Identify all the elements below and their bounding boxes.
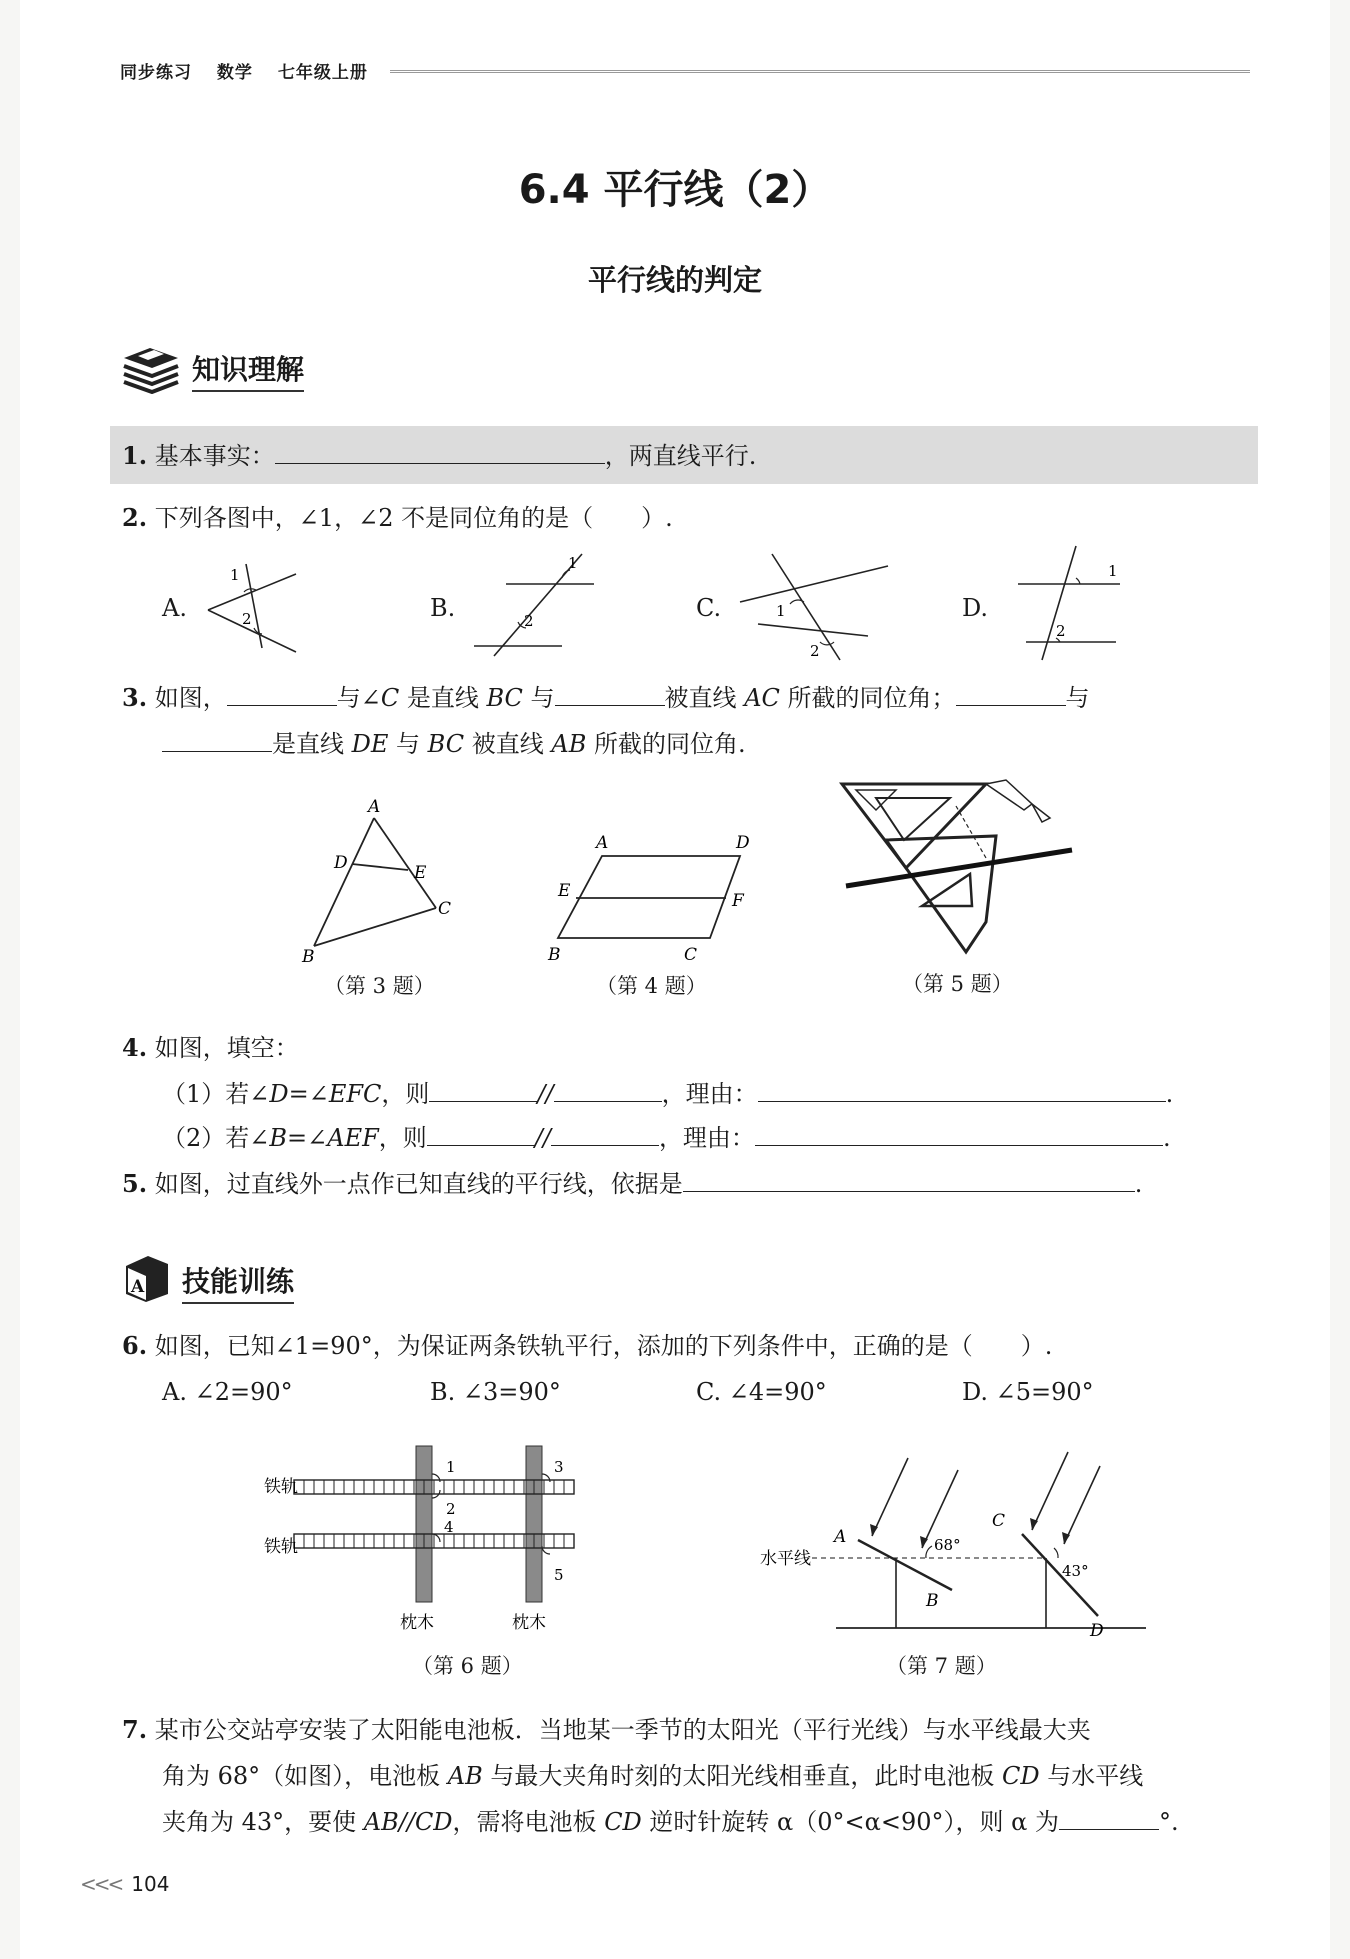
q7-l3e: ，需将电池板 [452,1808,605,1836]
q4p2-parallel: // [534,1124,551,1152]
fig4-label-f: F [732,891,744,911]
skill-cube-icon [122,1254,172,1304]
q4p2-angle-a: B [269,1124,288,1152]
q2c-label-1: 1 [776,602,786,620]
q2-figure-a [200,556,310,656]
q7-l2b: AB [447,1762,483,1790]
fig4-label-a: A [596,833,609,853]
header-subject: 数学 [216,63,253,83]
q1-number: 1. [122,441,148,470]
q3-text-2f: AB [551,730,587,758]
q3-text-2a: 是直线 [272,730,352,758]
books-icon [120,344,182,394]
q4p1-angle-a: D [269,1080,289,1108]
question-4-part-1 [162,1078,1173,1110]
q3-text-2d: BC [427,730,465,758]
q5-answer-blank[interactable] [683,1169,1135,1192]
q7-l3c: // [398,1808,415,1836]
fig4-label-c: C [684,945,698,965]
question-2 [122,502,673,534]
q7-answer-blank[interactable] [1059,1807,1159,1830]
q2-option-c-label: C. [696,594,722,622]
q7-l3g: 逆时针旋转 α（0°<α<90°），则 α 为 [641,1808,1059,1836]
fig6-angle-3: 3 [554,1458,564,1476]
chevrons-left-icon: <<< [80,1872,122,1896]
question-5 [122,1168,1142,1200]
q3-text-2b: DE [351,730,389,758]
figure-5-set-squares [836,776,1076,956]
q6-option-a[interactable]: A. ∠2=90° [162,1378,293,1406]
question-7-line-1 [122,1714,1091,1746]
q3-text-1b: 与∠ [336,684,381,712]
q1-answer-blank[interactable] [275,441,605,464]
tie-left [416,1446,432,1602]
q5-end: . [1134,1170,1143,1198]
figure-6-rails [258,1440,678,1640]
fig6-tie-label-1: 枕木 [400,1613,434,1633]
fig6-angle-5: 5 [554,1566,564,1584]
fig7-angle-43: 43° [1062,1562,1089,1580]
q2c-label-2: 2 [810,642,820,660]
fig7-label-a: A [834,1527,847,1547]
q4p1-blank-line-2[interactable] [554,1079,662,1102]
q2d-label-1: 1 [1108,562,1118,580]
header-grade: 七年级上册 [277,63,368,83]
q4p1-pre: （1）若∠ [162,1080,270,1108]
q2a-label-1: 1 [230,566,240,584]
q3-text-1j: 与 [1065,684,1090,712]
q3-text-1a: 如图， [154,684,227,712]
q7-l2a: 角为 68°（如图），电池板 [162,1762,448,1790]
fig3-label-c: C [438,899,452,919]
fig6-angle-4: 4 [444,1518,454,1536]
q1-text-a: 基本事实： [154,442,275,470]
section-knowledge: 知识理解 [192,348,304,392]
page-subtitle: 平行线的判定 [587,263,762,297]
q3-blank-3[interactable] [956,683,1066,706]
q2d-label-2: 2 [1056,622,1066,640]
header-rule [390,70,1250,73]
q2b-label-1: 1 [568,554,578,572]
q4p1-angle-b: EFC [328,1080,382,1108]
question-3-line-2 [162,728,746,760]
q4p2-angle-b: AEF [327,1124,379,1152]
q2-option-b-label: B. [430,594,456,622]
fig6-rail-label-1: 铁轨 [264,1477,298,1497]
q3-blank-4[interactable] [162,729,272,752]
question-7-line-3 [162,1806,1179,1838]
figure-7-caption: （第 7 题） [886,1654,997,1678]
fig4-label-d: D [736,833,750,853]
fig7-label-b: B [926,1591,939,1611]
fig6-rail-label-2: 铁轨 [264,1537,298,1557]
q7-l3b: AB [363,1808,399,1836]
q7-l2c: 与最大夹角时刻的太阳光线相垂直，此时电池板 [482,1762,1003,1790]
question-7-line-2 [162,1760,1143,1792]
q2-number: 2. [122,503,148,532]
tie-right [526,1446,542,1602]
q7-l3h: °. [1158,1808,1179,1836]
fig7-horizontal-label: 水平线 [760,1549,811,1569]
q3-number: 3. [122,683,148,712]
q6-option-c[interactable]: C. ∠4=90° [696,1378,827,1406]
q7-l3d: CD [414,1808,453,1836]
q3-text-2g: 所截的同位角. [586,730,746,758]
q3-blank-2[interactable] [555,683,665,706]
q3-text-2c: 与 [388,730,428,758]
figure-3-caption: （第 3 题） [324,974,435,998]
figure-3-triangle [290,796,470,966]
fig4-label-b: B [548,945,561,965]
q1-text-b: ，两直线平行. [604,442,757,470]
fig4-label-e: E [558,881,571,901]
fig7-angle-68: 68° [934,1536,961,1554]
question-4-part-2 [162,1122,1171,1154]
q7-l3f: CD [604,1808,642,1836]
q5-number: 5. [122,1169,148,1198]
q4p2-blank-line-2[interactable] [551,1123,659,1146]
q2-figure-b [470,548,600,658]
q4p2-then: ，则 [378,1124,427,1152]
page-title: 6.4 平行线（2） [518,167,832,213]
q4p2-eq: =∠ [287,1124,328,1152]
q4p1-blank-reason[interactable] [758,1079,1166,1102]
q4p1-end: . [1165,1080,1174,1108]
q3-text-1f: 与 [522,684,555,712]
q3-blank-1[interactable] [227,683,337,706]
fig3-label-d: D [334,853,348,873]
q5-text: 如图，过直线外一点作已知直线的平行线，依据是 [154,1170,683,1198]
q7-l2d: CD [1002,1762,1040,1790]
figure-4-caption: （第 4 题） [596,974,707,998]
section-skills: 技能训练 [182,1260,294,1304]
figure-6-caption: （第 6 题） [412,1654,523,1678]
q3-text-1c: C [380,684,400,712]
question-6 [122,1330,1052,1362]
header-book: 同步练习 [120,63,192,83]
q7-l3a: 夹角为 43°，要使 [162,1808,364,1836]
q3-text-1h: AC [744,684,780,712]
q6-text: 如图，已知∠1=90°，为保证两条铁轨平行，添加的下列条件中，正确的是（ ）. [154,1332,1053,1360]
q3-text-1g: 被直线 [664,684,745,712]
q2b-label-2: 2 [524,612,534,630]
q4p2-reason: ，理由： [658,1124,755,1152]
q6-option-b[interactable]: B. ∠3=90° [430,1378,561,1406]
q2a-label-2: 2 [242,610,252,628]
question-3-line-1 [122,682,1090,714]
q6-option-d[interactable]: D. ∠5=90° [962,1378,1094,1406]
fig3-label-a: A [368,797,381,817]
q2-figure-d [1008,542,1128,664]
q7-line1: 某市公交站亭安装了太阳能电池板．当地某一季节的太阳光（平行光线）与水平线最大夹 [154,1716,1091,1744]
q4p2-pre: （2）若∠ [162,1124,270,1152]
q3-text-1e: BC [486,684,523,712]
q4p1-parallel: // [537,1080,554,1108]
fig7-label-c: C [992,1511,1006,1531]
q4p1-then: ，则 [381,1080,430,1108]
fig6-angle-2: 2 [446,1500,456,1518]
q4p1-blank-line-1[interactable] [429,1079,537,1102]
figure-4-parallelogram [540,826,760,966]
q3-text-1i: 所截的同位角； [779,684,956,712]
question-1 [122,440,756,472]
q4p2-end: . [1162,1124,1171,1152]
q4p1-eq: =∠ [288,1080,329,1108]
q3-text-1d: 是直线 [399,684,487,712]
q4-number: 4. [122,1033,148,1062]
q3-text-2e: 被直线 [464,730,552,758]
q2-option-d-label: D. [962,594,989,622]
fig3-label-e: E [414,863,427,883]
fig3-label-b: B [302,947,315,966]
q4p2-blank-reason[interactable] [755,1123,1163,1146]
figure-5-caption: （第 5 题） [902,972,1013,996]
q4p2-blank-line-1[interactable] [427,1123,535,1146]
fig6-angle-1: 1 [446,1458,456,1476]
page-number: 104 [131,1872,170,1896]
q2-figure-c [738,550,898,665]
q2-text: 下列各图中，∠1，∠2 不是同位角的是（ ）. [154,504,673,532]
running-header [120,58,386,83]
question-4-intro [122,1032,299,1064]
q6-number: 6. [122,1331,148,1360]
svg-text:A: A [131,1277,145,1297]
figure-7-solar-panels [756,1448,1156,1638]
q4-intro-text: 如图，填空： [154,1034,299,1062]
fig6-tie-label-2: 枕木 [512,1613,546,1633]
page-footer [80,1872,169,1896]
q7-number: 7. [122,1715,148,1744]
q7-l2e: 与水平线 [1039,1762,1144,1790]
q2-option-a-label: A. [162,594,187,622]
q4p1-reason: ，理由： [661,1080,758,1108]
fig7-label-d: D [1090,1621,1104,1638]
